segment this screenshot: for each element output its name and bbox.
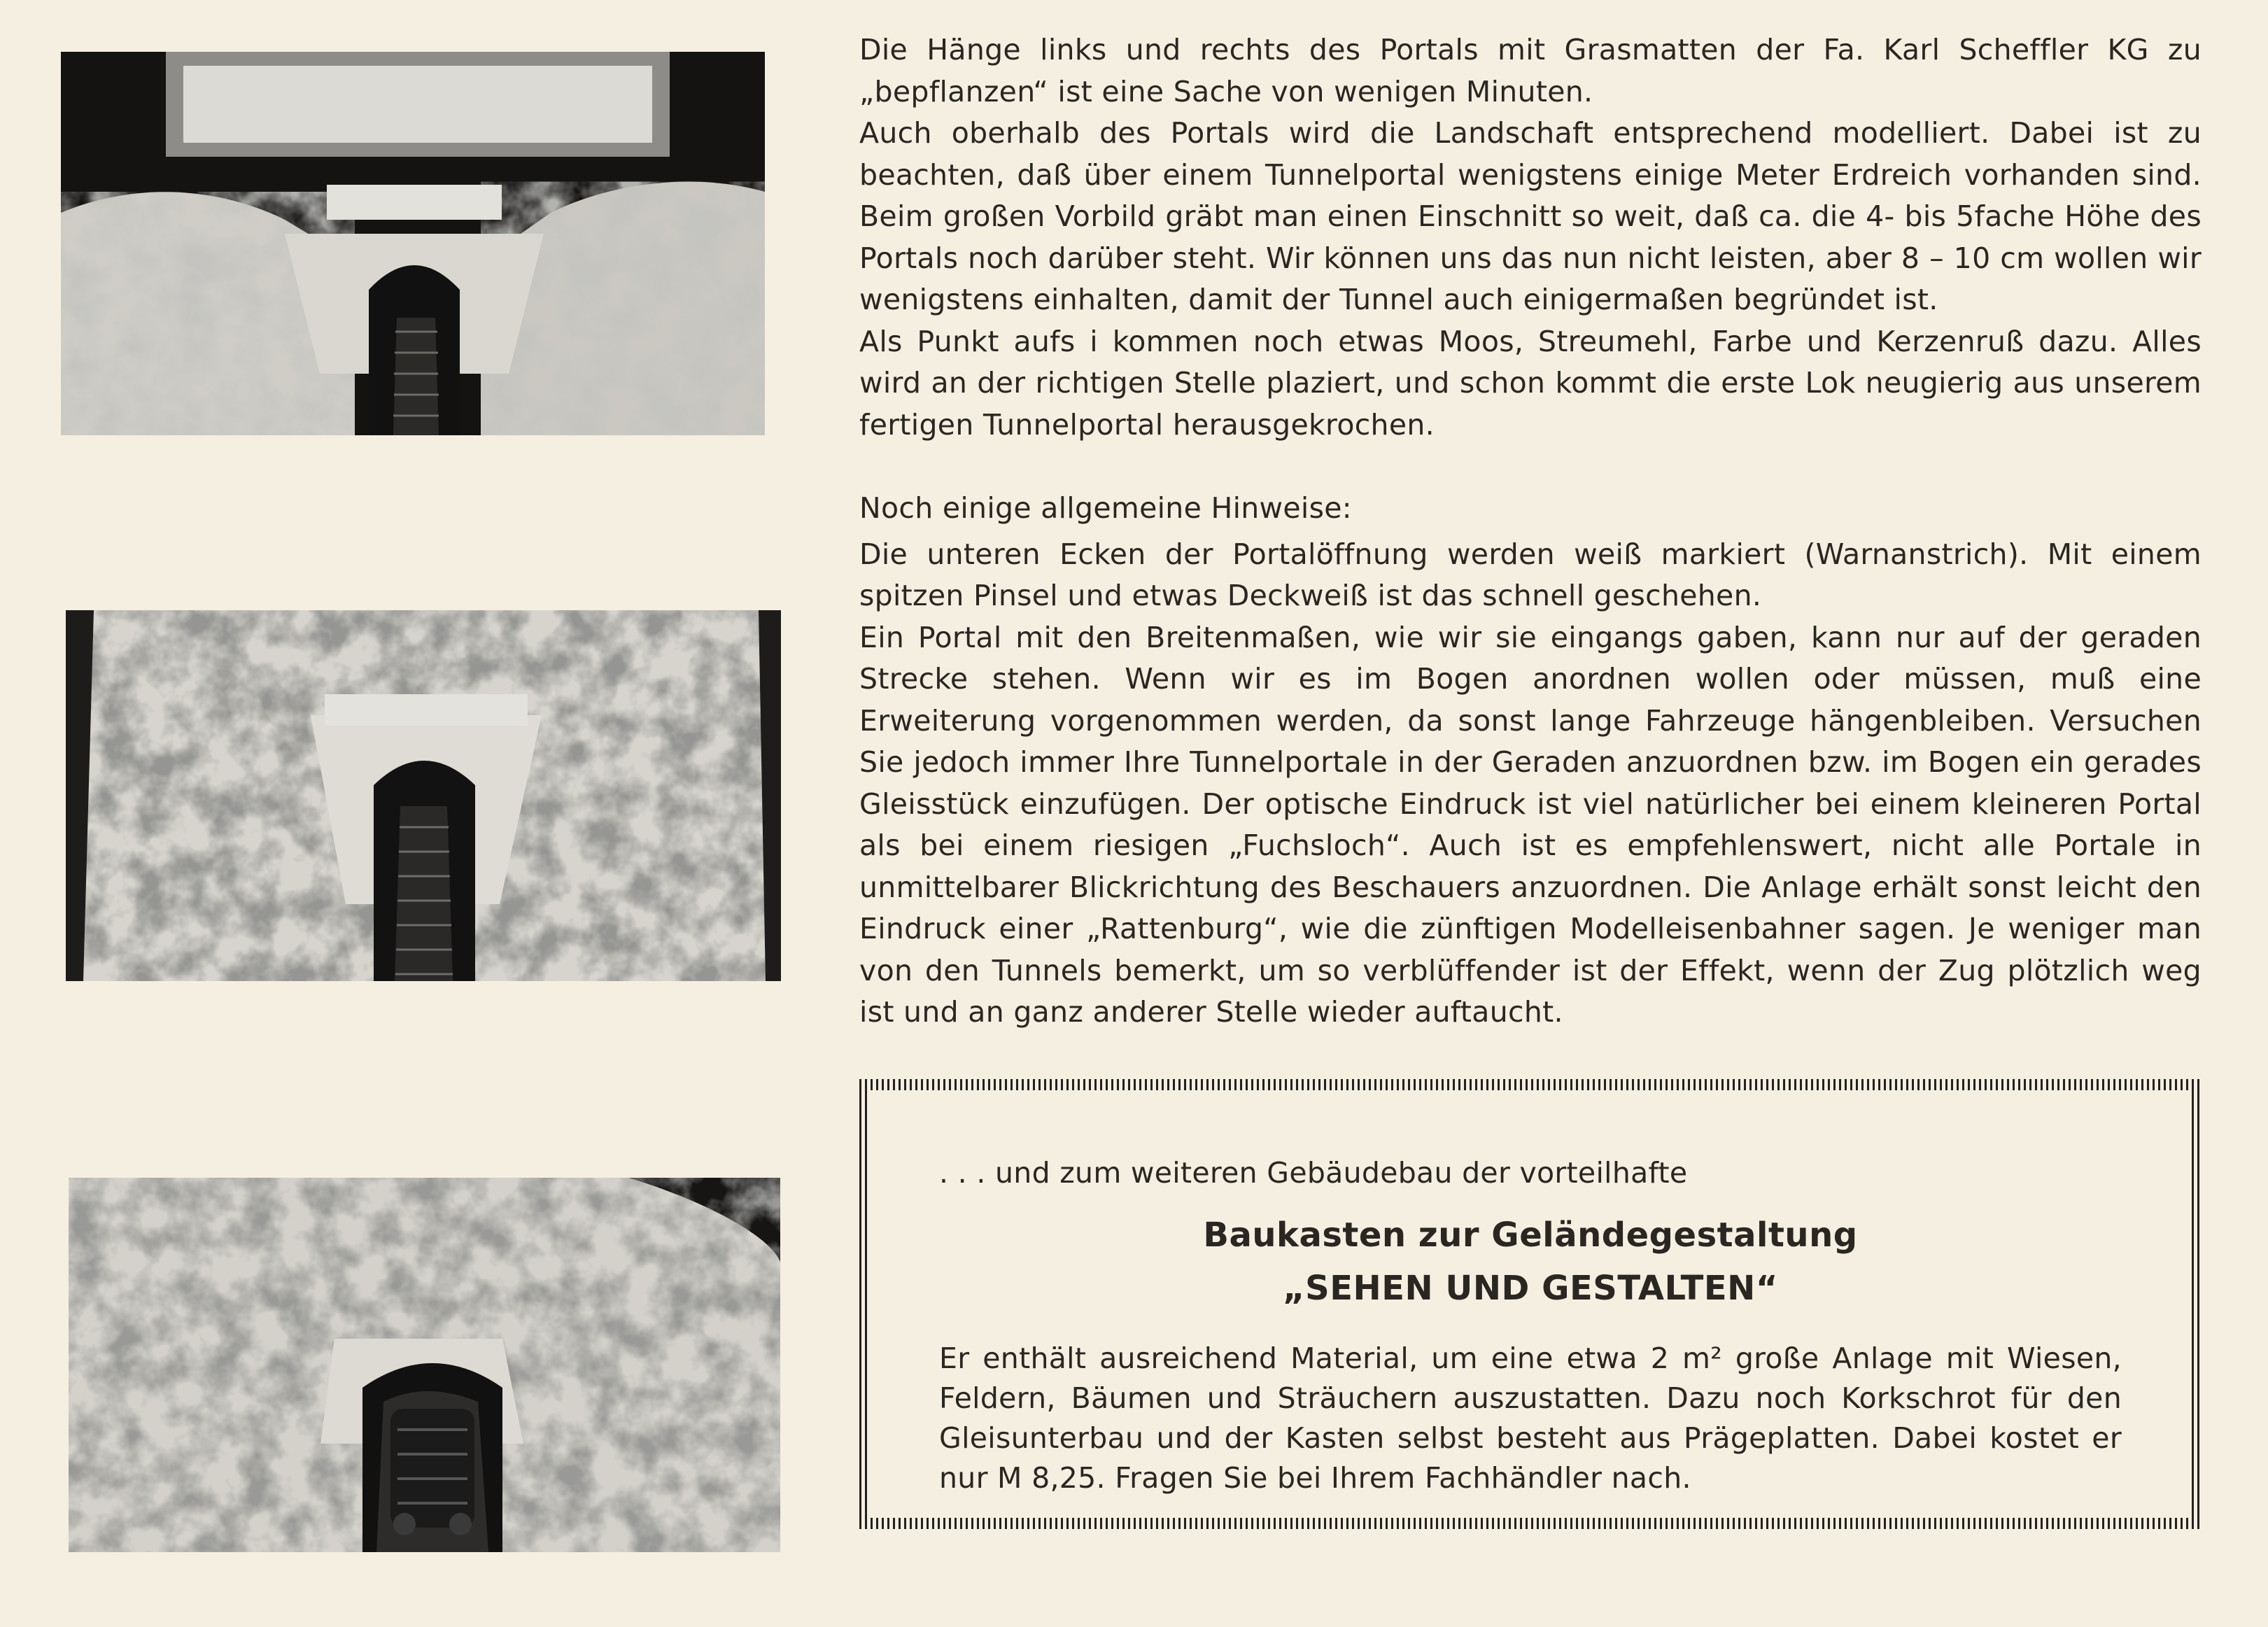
ad-title: Baukasten zur Geländegestaltung	[1203, 1216, 1858, 1255]
ad-body: Er enthält ausreichend Material, um eine etwa 2 m² große Anlage mit Wiesen, Feldern, Bäumen und Sträuchern auszustatten. Dazu noch Korkschrot für den Gleisunterbau und der Kasten selbst besteht aus Prägeplatten. Dabei kostet er nur M 8,25. Fragen Sie bei Ihrem Fachhändler nach.	[939, 1341, 2122, 1495]
advertisement-box	[859, 1079, 2202, 1529]
ad-subtitle: „SEHEN UND GESTALTEN“	[1283, 1269, 1778, 1308]
photo-1-illustration	[61, 52, 765, 435]
article-paragraph-3: Als Punkt aufs i kommen noch etwas Moos, Streumehl, Farbe und Kerzenruß dazu. Alles wird an der richtigen Stelle plaziert, und schon kommt die erste Lok neugierig aus unserem fertigen Tunnelportal herausgekrochen.	[859, 324, 2202, 442]
hint-paragraph-1: Die unteren Ecken der Portalöffnung werden weiß markiert (Warnanstrich). Mit einem spitzen Pinsel und etwas Deckweiß ist das schnell geschehen.	[859, 537, 2202, 612]
article-paragraph-2: Auch oberhalb des Portals wird die Landschaft entsprechend modelliert. Dabei ist zu beachten, daß über einem Tunnelportal wenigstens einige Meter Erdreich vorhanden sind. Beim großen Vorbild gräbt man einen Einschnitt so weit, daß ca. die 4- bis 5fache Höhe des Portals noch darüber steht. Wir können uns das nun nicht leisten, aber 8 – 10 cm wollen wir wenigstens einhalten, damit der Tunnel auch einigermaßen begründet ist.	[859, 116, 2202, 316]
tunnel-portal-photo-3	[69, 1178, 780, 1552]
photo-3-illustration	[69, 1178, 780, 1552]
ad-intro: . . . und zum weiteren Gebäudebau der vorteilhafte	[939, 1156, 1688, 1190]
photo-2-illustration	[66, 610, 781, 981]
hints-heading: Noch einige allgemeine Hinweise:	[859, 491, 1352, 525]
tunnel-portal-photo-1	[61, 52, 765, 435]
article-text	[859, 29, 2202, 1034]
article-paragraph-1: Die Hänge links und rechts des Portals mit Grasmatten der Fa. Karl Scheffler KG zu „bepflanzen“ ist eine Sache von wenigen Minuten.	[859, 33, 2202, 108]
hint-paragraph-2: Ein Portal mit den Breitenmaßen, wie wir sie eingangs gaben, kann nur auf der geraden Strecke stehen. Wenn wir es im Bogen anordnen wollen oder müssen, muß eine Erweiterung vorgenommen werden, da sonst lange Fahrzeuge hängenbleiben. Versuchen Sie jedoch immer Ihre Tunnelportale in der Geraden anzuordnen bzw. im Bogen ein gerades Gleisstück einzufügen. Der optische Eindruck ist viel natürlicher bei einem kleineren Portal als bei einem riesigen „Fuchsloch“. Auch ist es empfehlenswert, nicht alle Portale in unmittelbarer Blickrichtung des Beschauers anzuordnen. Die Anlage erhält sonst leicht den Eindruck einer „Rattenburg“, wie die zünftigen Modelleisenbahner sagen. Je weniger man von den Tunnels bemerkt, um so verblüffender ist der Effekt, wenn der Zug plötzlich weg ist und an ganz anderer Stelle wieder auftaucht.	[859, 620, 2202, 1029]
tunnel-portal-photo-2	[66, 610, 781, 981]
advertisement-content	[939, 1153, 2122, 1498]
